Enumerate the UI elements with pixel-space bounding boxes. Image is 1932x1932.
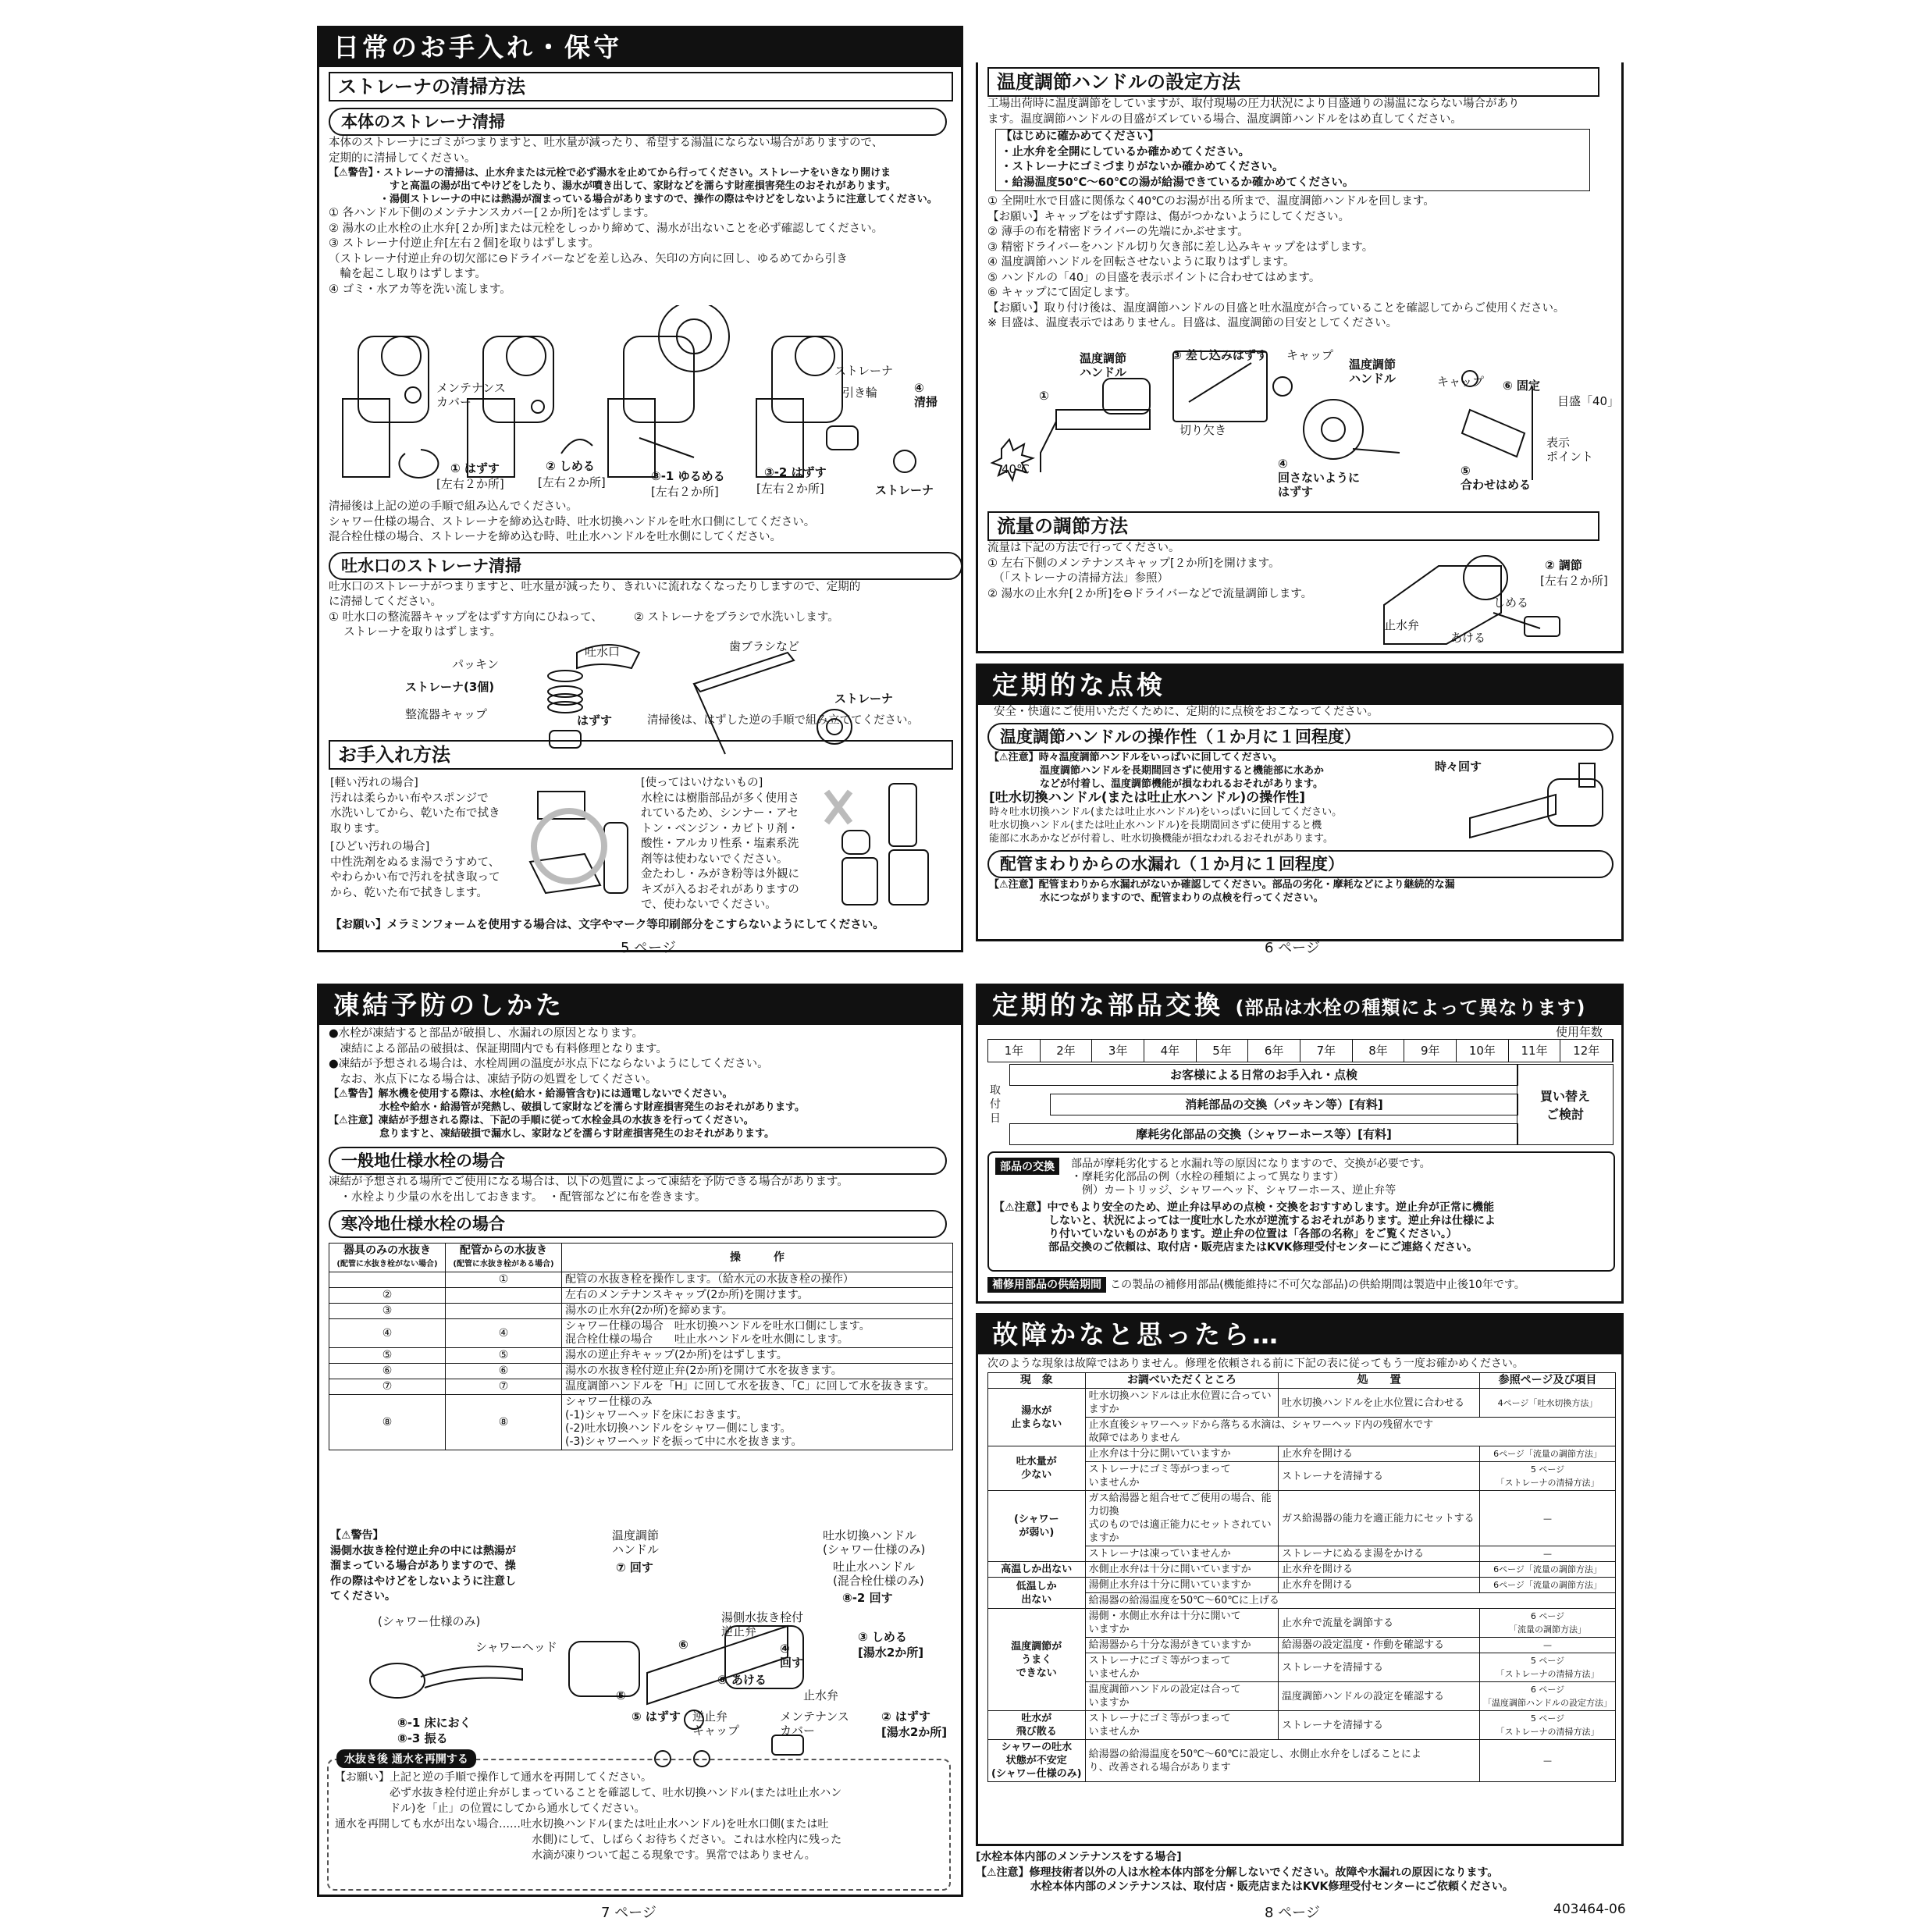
- freeze-cell-pipe: [446, 1288, 562, 1304]
- temp-label-cap: キャップ: [1286, 348, 1334, 362]
- faucet-step4-icon: [756, 336, 916, 477]
- trouble-check: 給湯器から十分な湯がきていますか: [1085, 1638, 1278, 1653]
- freeze-cell-operation: 湯水の止水弁(2か所)を締めます。: [562, 1304, 953, 1319]
- trouble-row: [988, 1740, 1616, 1782]
- year-cell: 12年: [1560, 1040, 1613, 1062]
- maint-note: 【⚠注意】修理技術者以外の人は水栓本体内部を分解しないでください。故障や水漏れの原因になります。 水栓本体内部のメンテナンスは、取付店・販売店またはKVK修理受付センターにご依頼ください。: [976, 1866, 1514, 1893]
- care-request: 【お願い】メラミンフォームを使用する場合は、文字やマーク等印刷部分をこすらないようにしてください。: [330, 919, 884, 931]
- row-wear-parts: 摩耗劣化部品の交換（シャワーホース等）[有料]: [1009, 1123, 1518, 1145]
- strainer-title: ストレーナの清掃方法: [329, 72, 953, 101]
- freeze-table-row: [329, 1348, 953, 1364]
- spout-strainer-title: 吐水口のストレーナ清掃: [329, 552, 962, 580]
- drain-label-both-2: [湯水2か所]: [881, 1725, 948, 1739]
- freeze-cell-fixture: [329, 1272, 446, 1288]
- fig-label-both-sides-1: [左右２か所]: [436, 477, 504, 491]
- parts-note: 【⚠注意】中でもより安全のため、逆止弁は早めの点検・交換をおすすめします。逆止弁が正常に機能 しないと、状況によっては一度吐水した水が逆流するおそれがあります。逆止弁は仕様によ り付いていないものがあります。逆止弁の位置は「各部の名称」をご覧ください。） 部品交換のご依頼は、取付店・販売店またはKVK修理受付センターにご連絡ください。: [994, 1201, 1496, 1254]
- trouble-row: [988, 1562, 1616, 1578]
- drain-label-turn: ⑦ 回す: [616, 1560, 653, 1574]
- drain-label-6: ⑥: [678, 1638, 688, 1652]
- temp-check-list: 【はじめに確かめてください】 ・止水弁を全開にしているか確かめてください。 ・ストレーナにゴミづまりがないか確かめてください。 ・給湯温度50℃～60℃の湯が給湯できているか確かめてください。: [1001, 130, 1354, 189]
- spout-step-2: ② ストレーナをブラシで水洗いします。: [633, 610, 839, 624]
- page-6-top: [976, 62, 1624, 653]
- page-5: [317, 26, 963, 952]
- temp-label-40c: 40℃: [1002, 462, 1030, 476]
- freeze-table-row: [329, 1364, 953, 1379]
- trouble-ref: —: [1480, 1546, 1616, 1562]
- fig-label-maintenance-cover: メンテナンス カバー: [436, 381, 506, 409]
- spout-label-remove: はずす: [577, 713, 613, 728]
- trouble-check: ストレーナにゴミ等がつまって いませんか: [1085, 1653, 1278, 1682]
- year-cell: 6年: [1248, 1040, 1300, 1062]
- leak-note: 【⚠注意】配管まわりから水漏れがないか確認してください。部品の劣化・摩耗などにより継続的な漏 水につながりますので、配管まわりの点検を行ってください。: [989, 879, 1455, 904]
- detergent-icon: [604, 823, 628, 893]
- fig-label-remove-2: ③-2 はずす: [764, 465, 827, 479]
- freeze-cell-operation: シャワー仕様のみ (-1)シャワーヘッドを床におきます。 (-2)吐水切換ハンドルをシャワー側にします。 (-3)シャワーヘッドを振って中に水を抜きます。: [562, 1395, 953, 1450]
- fig-label-both-sides-3: [左右２か所]: [651, 485, 719, 499]
- fig-label-pull-ring: 引き輪: [842, 386, 878, 400]
- drain-label-valve-cap: 逆止弁 キャップ: [692, 1710, 740, 1738]
- freeze-table-row: [329, 1304, 953, 1319]
- trouble-check: ストレーナにゴミ等がつまって いませんか: [1085, 1462, 1278, 1491]
- freeze-cell-operation: 左右のメンテナンスキャップ(2か所)を開けます。: [562, 1288, 953, 1304]
- mold-remover-icon: [889, 850, 928, 905]
- page-6-inspection: [976, 664, 1624, 941]
- page-8-number: 8 ページ: [1265, 1905, 1320, 1921]
- freeze-cell-fixture: ②: [329, 1288, 446, 1304]
- freeze-cell-pipe: ⑦: [446, 1379, 562, 1395]
- temp-label-scale-40: 目盛「40」: [1557, 394, 1620, 408]
- drain-label-switch-handle: 吐水切換ハンドル (シャワー仕様のみ): [823, 1528, 926, 1557]
- supply-period: [987, 1276, 1612, 1297]
- year-cell: 2年: [1041, 1040, 1093, 1062]
- page-7-number: 7 ページ: [601, 1905, 656, 1921]
- trouble-ref: 6ページ「流量の調節方法」: [1480, 1562, 1616, 1578]
- page-5-number: 5 ページ: [621, 940, 676, 956]
- freeze-cell-fixture: ④: [329, 1319, 446, 1348]
- trouble-symptom: (シャワー が弱い): [988, 1491, 1086, 1562]
- trouble-row: [988, 1446, 1616, 1462]
- care-light-dirt: [軽い汚れの場合] 汚れは柔らかい布やスポンジで 水洗いしてから、乾いた布で拭き 取ります。: [330, 777, 500, 835]
- trouble-row: [988, 1491, 1616, 1546]
- trouble-fix: 給湯器の設定温度・作動を確認する: [1279, 1638, 1480, 1653]
- row-consumable: 消耗部品の交換（パッキン等）[有料]: [1050, 1094, 1518, 1115]
- temp-label-align: ⑤ 合わせはめる: [1461, 464, 1532, 492]
- faucet-step1-icon: [343, 336, 429, 477]
- care-heavy-dirt: [ひどい汚れの場合] 中性洗剤をぬるま湯でうすめて、 やわらかい布で汚れを拭き取って から、乾いた布で拭きします。: [330, 841, 500, 899]
- temp-label-handle: 温度調節 ハンドル: [1080, 351, 1127, 379]
- general-title: 一般地仕様水栓の場合: [329, 1147, 947, 1175]
- handle-operability-title: 温度調節ハンドルの操作性（１か月に１回程度）: [987, 723, 1614, 751]
- freeze-cell-fixture: ⑤: [329, 1348, 446, 1364]
- trouble-ref: —: [1480, 1638, 1616, 1653]
- page-6-number: 6 ページ: [1265, 940, 1320, 956]
- trouble-symptom: 吐水が 飛び散る: [988, 1711, 1086, 1740]
- drain-label-shake: ⑧-3 振る: [397, 1731, 448, 1745]
- page-7: [317, 984, 963, 1897]
- year-cell: 10年: [1457, 1040, 1509, 1062]
- trouble-ref: 5 ページ 「ストレーナの清掃方法」: [1480, 1711, 1616, 1740]
- freeze-cell-fixture: ③: [329, 1304, 446, 1319]
- trouble-fix: ストレーナを清掃する: [1279, 1653, 1480, 1682]
- freeze-cell-operation: シャワー仕様の場合 吐水切換ハンドルを吐水口側にします。 混合栓仕様の場合 吐止水ハンドルを吐水側にします。: [562, 1319, 953, 1348]
- thinner-icon: [842, 858, 877, 905]
- trouble-check: 止水直後シャワーヘッドから落ちる水滴は、シャワーヘッド内の残留水です 故障ではありません: [1085, 1418, 1615, 1446]
- year-cell: 8年: [1353, 1040, 1405, 1062]
- trouble-ref: 6 ページ 「温度調節ハンドルの設定方法」: [1480, 1682, 1616, 1711]
- parts-tag: 部品の交換: [995, 1158, 1059, 1175]
- fig-label-strainer-2: ストレーナ: [875, 483, 934, 497]
- spout-label-spout: 吐水口: [585, 645, 621, 659]
- freeze-cell-operation: 配管の水抜き栓を操作します。（給水元の水抜き栓の操作）: [562, 1272, 953, 1288]
- temp-label-cap-2: キャップ: [1437, 375, 1485, 389]
- drain-label-4: ④ 回す: [780, 1642, 804, 1670]
- flow-label-adjust: ② 調節: [1545, 558, 1582, 572]
- strainer-after-text: 清掃後は上記の逆の手順で組み込んでください。 シャワー仕様の場合、ストレーナを締め込む時、吐水切換ハンドルを吐水口側にしてください。 混合栓仕様の場合、ストレーナを締め込む時、吐止水ハンドルを吐水側にしてください。: [329, 500, 816, 543]
- sometimes-turn-label: 時々回す: [1435, 760, 1482, 774]
- trouble-check: 給湯器の給湯温度を50℃～60℃に設定し、水側止水弁をしぼることによ り、改善される場合があります: [1085, 1740, 1479, 1782]
- year-cell: 11年: [1509, 1040, 1561, 1062]
- supply-text: この製品の補修用部品(機能維持に不可欠な部品)の供給期間は製造中止後10年です。: [1110, 1279, 1525, 1291]
- drain-label-open: ⑥ あける: [717, 1673, 767, 1687]
- trouble-symptom: 低温しか 出ない: [988, 1578, 1086, 1609]
- freeze-cell-pipe: ⑧: [446, 1395, 562, 1450]
- freeze-cell-fixture: ⑥: [329, 1364, 446, 1379]
- spout-label-packing: パッキン: [452, 657, 499, 671]
- temp-label-fix: ⑥ 固定: [1503, 379, 1540, 393]
- body-strainer-title: 本体のストレーナ清掃: [329, 108, 947, 136]
- care-title: お手入れ方法: [329, 740, 953, 770]
- cap-icon: [1273, 377, 1292, 396]
- trouble-check: 給湯器の給湯温度を50℃～60℃に上げる: [1085, 1593, 1615, 1609]
- trouble-fix: 温度調節ハンドルの設定を確認する: [1279, 1682, 1480, 1711]
- flow-title: 流量の調節方法: [987, 511, 1599, 541]
- fig-label-clean: ④ 清掃: [914, 381, 938, 409]
- drain-label-5: ⑤: [616, 1688, 626, 1703]
- steel-wool-icon: [842, 831, 870, 854]
- benzine-icon: [889, 784, 916, 846]
- trouble-fix: 止水弁を開ける: [1279, 1446, 1480, 1462]
- trouble-row: [988, 1578, 1616, 1593]
- drain-label-shower-head: シャワーヘッド: [475, 1640, 557, 1654]
- switch-operability-title: [吐水切換ハンドル(または吐止水ハンドル)の操作性]: [989, 789, 1306, 806]
- spout-label-cap: 整流器キャップ: [405, 707, 488, 721]
- year-cell: 7年: [1300, 1040, 1353, 1062]
- freeze-cell-fixture: ⑦: [329, 1379, 446, 1395]
- page-5-band: 日常のお手入れ・保守: [319, 28, 961, 67]
- trouble-col-fix: 処 置: [1279, 1373, 1480, 1389]
- faucet-step3-icon: [608, 305, 729, 477]
- trouble-col-ref: 参照ページ及び項目: [1480, 1373, 1616, 1389]
- temp-setting-text: 工場出荷時に温度調節をしていますが、取付現場の圧力状況により目盛通りの湯温にならない場合があり ます。温度調節ハンドルの目盛がズレている場合、温度調節ハンドルをはめ直してください。: [987, 98, 1520, 126]
- spout-label-strainer: ストレーナ: [834, 692, 894, 706]
- trouble-row: [988, 1609, 1616, 1638]
- parts-band-title: 定期的な部品交換: [992, 990, 1223, 1020]
- col-head-pipe: 配管からの水抜き: [460, 1244, 547, 1257]
- switch-operability-text: 時々吐水切換ハンドル(または吐止水ハンドル)をいっぱいに回してください。 吐水切換ハンドル(または吐止水ハンドル)を長期間回さずに使用すると機 能部に水あかなどが付着し、吐水切換機能が損なわれるおそれがあります。: [989, 806, 1343, 845]
- trouble-ref: 6 ページ 「流量の調節方法」: [1480, 1609, 1616, 1638]
- fig-label-tighten: ② しめる: [546, 459, 595, 473]
- replace-box: 買い替え ご検討: [1517, 1064, 1614, 1145]
- freeze-cell-pipe: ⑥: [446, 1364, 562, 1379]
- trouble-ref: 6ページ「流量の調節方法」: [1480, 1446, 1616, 1462]
- trouble-ref: —: [1480, 1740, 1616, 1782]
- freeze-band: 凍結予防のしかた: [319, 986, 961, 1025]
- temp-label-handle-2: 温度調節 ハンドル: [1349, 358, 1397, 386]
- parts-band: [978, 986, 1621, 1025]
- shower-head-icon: [370, 1663, 522, 1698]
- freeze-table: [329, 1243, 953, 1450]
- temp-label-notch: 切り欠き: [1179, 423, 1227, 437]
- drain-label-floor: ⑧-1 床におく: [397, 1716, 471, 1730]
- trouble-symptom: シャワーの吐水 状態が不安定 (シャワー仕様のみ): [988, 1740, 1086, 1782]
- restart-text: 【お願い】上記と逆の手順で操作して通水を再開してください。 必ず水抜き栓付逆止弁がしまっていることを確認して、吐水切換ハンドル(または吐止水ハン ドル)を「止」の位置にしてから通水してください。 通水を再開しても水が出ない場合……吐水切換ハンドル(または吐止水ハンドル)を吐水口側(または吐 水側)にして、しばらくお待ちください。これは水栓内に残った 水滴が凍りついて起こる現象です。異常ではありません。: [335, 1771, 842, 1862]
- install-date-label: 取 付 日: [990, 1084, 1001, 1125]
- temp-label-insert-remove: ③ 差し込みはずす: [1172, 348, 1268, 362]
- freeze-cell-pipe: ①: [446, 1272, 562, 1288]
- trouble-fix: 吐水切換ハンドルを止水位置に合わせる: [1279, 1389, 1480, 1418]
- freeze-cell-fixture: ⑧: [329, 1395, 446, 1450]
- trouble-check: 水側止水弁は十分に開いていますか: [1085, 1562, 1278, 1578]
- freeze-cell-pipe: ⑤: [446, 1348, 562, 1364]
- drain-label-stop-valve: 止水弁: [803, 1688, 839, 1703]
- trouble-symptom: 吐水量が 少ない: [988, 1446, 1086, 1491]
- temp-label-step1: ①: [1039, 389, 1049, 403]
- trouble-ref: 5 ページ 「ストレーナの清掃方法」: [1480, 1462, 1616, 1491]
- freeze-cell-pipe: ④: [446, 1319, 562, 1348]
- trouble-check: ストレーナにゴミ等がつまって いませんか: [1085, 1711, 1278, 1740]
- fig-label-remove: ① はずす: [450, 461, 500, 475]
- spout-label-toothbrush: 歯ブラシなど: [729, 639, 800, 653]
- col-head-fixture-sub: (配管に水抜き栓がない場合): [336, 1260, 438, 1268]
- trouble-row: [988, 1711, 1616, 1740]
- page-8-trouble: [976, 1313, 1624, 1846]
- trouble-ref: 4ページ「吐水切換方法」: [1480, 1389, 1616, 1418]
- freeze-warning-2: 【⚠警告】 湯側水抜き栓付逆止弁の中には熱湯が 溜まっている場合がありますので、操 作の際はやけどをしないように注意し てください。: [330, 1529, 516, 1603]
- drain-label-stop-handle: 吐止水ハンドル (混合栓仕様のみ): [833, 1560, 924, 1588]
- supply-tag: 補修用部品の供給期間: [987, 1277, 1106, 1293]
- drain-label-remove: ⑤ はずす: [632, 1710, 681, 1724]
- trouble-symptom: 温度調節が うまく できない: [988, 1609, 1086, 1711]
- year-cell: 3年: [1092, 1040, 1144, 1062]
- handle-icon: [1304, 400, 1363, 459]
- spout-label-strainers: ストレーナ(3個): [405, 680, 495, 694]
- maint-title: [水栓本体内部のメンテナンスをする場合]: [976, 1851, 1182, 1863]
- freeze-warning: 【⚠警告】解氷機を使用する際は、水栓(給水・給湯管含む)には通電しないでください。 水栓や給水・給湯管が発熱し、破損して家財などを濡らす財産損害発生のおそれがあります。 【⚠注意】凍結が予想される際は、下記の手順に従って水栓金具の水抜きを行ってください。 怠りますと、凍結破損で漏水し、家財などを濡らす財産損害発生のおそれがあります。: [329, 1088, 805, 1140]
- spout-after-text: 清掃後は、はずした逆の手順で組み立ててください。: [647, 714, 919, 727]
- trouble-ref: —: [1480, 1491, 1616, 1546]
- trouble-col-symptom: 現 象: [988, 1373, 1086, 1389]
- freeze-cell-pipe: [446, 1304, 562, 1319]
- parts-band-sub: (部品は水栓の種類によって異なります): [1235, 997, 1586, 1019]
- trouble-check: ガス給湯器と組合せてご使用の場合、能力切換 式のものでは適正能力にセットされていますか: [1085, 1491, 1278, 1546]
- maintenance-cover-icon: [772, 1735, 803, 1755]
- drain-label-both: [湯水2か所]: [858, 1646, 924, 1660]
- trouble-check: 湯側止水弁は十分に開いていますか: [1085, 1578, 1278, 1593]
- body-strainer-text: 本体のストレーナにゴミがつまりますと、吐水量が減ったり、希望する湯温にならない場合がありますので、 定期的に清掃してください。: [329, 137, 884, 165]
- inspection-text: 安全・快適にご使用いただくために、定期的に点検をおこなってください。: [994, 706, 1379, 718]
- freeze-cell-operation: 湯水の逆止弁キャップ(2か所)をはずします。: [562, 1348, 953, 1364]
- trouble-check: 止水弁は十分に開いていますか: [1085, 1446, 1278, 1462]
- trouble-fix: 止水弁で流量を調節する: [1279, 1609, 1480, 1638]
- trouble-fix: 止水弁を開ける: [1279, 1562, 1480, 1578]
- spout-step-1: ① 吐水口の整流器キャップをはずす方向にひねって、 ストレーナを取りはずします。: [329, 610, 603, 639]
- trouble-ref: 6ページ「流量の調節方法」: [1480, 1578, 1616, 1593]
- drain-label-check-valve: 湯側水抜き栓付 逆止弁: [721, 1610, 804, 1638]
- handle-operability-note: 【⚠注意】時々温度調節ハンドルをいっぱいに回してください。 温度調節ハンドルを長期間回さずに使用すると機能部に水あか などが付着し、温度調節機能が損なわれるおそれがあります。: [989, 751, 1325, 790]
- trouble-fix: 止水弁を開ける: [1279, 1578, 1480, 1593]
- freeze-cell-operation: 温度調節ハンドルを「H」に回して水を抜き、「C」に回して水を抜きます。: [562, 1379, 953, 1395]
- drain-label-temp-handle: 温度調節 ハンドル: [612, 1528, 660, 1557]
- trouble-check: ストレーナは凍っていませんか: [1085, 1546, 1278, 1562]
- drain-label-maint-cover: メンテナンス カバー: [780, 1710, 849, 1738]
- trouble-band: 故障かなと思ったら…: [978, 1315, 1621, 1354]
- freeze-table-row: [329, 1288, 953, 1304]
- trouble-fix: ストレーナを清掃する: [1279, 1462, 1480, 1491]
- body-strainer-steps: ① 各ハンドル下側のメンテナンスカバー[２か所]をはずします。 ② 湯水の止水栓の止水弁[２か所]または元栓をしっかり締めて、湯水が出ないことを必ず確認してください。 ③ ストレーナ付逆止弁[左右２個]を取りはずします。 （ストレーナ付逆止弁の切欠部に⊖ドライバーなどを差し込み、矢印の方向に回し、ゆるめてから引き 輪を起こし取りはずします。 ④ ゴミ・水アカ等を洗い流します。: [329, 207, 884, 296]
- trouble-table: [987, 1372, 1616, 1782]
- col-head-operation: 操 作: [562, 1244, 953, 1272]
- drain-label-close: ③ しめる: [858, 1630, 907, 1644]
- year-cell: 1年: [988, 1040, 1041, 1062]
- inspection-band: 定期的な点検: [978, 666, 1621, 705]
- trouble-symptom: 湯水が 止まらない: [988, 1389, 1086, 1446]
- general-text: 凍結が予想される場所でご使用になる場合は、以下の処置によって凍結を予防できる場合があります。 ・水栓より少量の水を出しておきます。 ・配管部などに布を巻きます。: [329, 1176, 849, 1204]
- trouble-fix: ストレーナにぬるま湯をかける: [1279, 1546, 1480, 1562]
- flow-label-valve: 止水弁: [1384, 618, 1420, 632]
- flow-label-both: [左右２か所]: [1540, 574, 1608, 588]
- fig-label-both-sides-2: [左右２か所]: [538, 475, 606, 489]
- trouble-check: 温度調節ハンドルの設定は合って いますか: [1085, 1682, 1278, 1711]
- row-daily-care: お客様による日常のお手入れ・点検: [1009, 1064, 1518, 1086]
- cold-title: 寒冷地仕様水栓の場合: [329, 1210, 947, 1238]
- freeze-table-row: [329, 1319, 953, 1348]
- freeze-table-row: [329, 1395, 953, 1450]
- page-8-parts: [976, 984, 1624, 1304]
- fig-label-loosen: ③-1 ゆるめる: [651, 469, 725, 483]
- spout-strainer-text: 吐水口のストレーナがつまりますと、吐水量が減ったり、きれいに流れなくなったりしますので、定期的 に清掃してください。: [329, 580, 861, 608]
- fig-label-strainer: ストレーナ: [834, 364, 894, 378]
- trouble-symptom: 高温しか出ない: [988, 1562, 1086, 1578]
- flow-text: 流量は下記の方法で行ってください。 ① 左右下側のメンテナンスキャップ[２か所]を開けます。 （「ストレーナの清掃方法」参照） ② 湯水の止水弁[２か所]を⊖ドライバーなどで流量調節します。: [987, 542, 1313, 600]
- trouble-fix: ストレーナを清掃する: [1279, 1711, 1480, 1740]
- freeze-table-row: [329, 1272, 953, 1288]
- inspection-faucet-illustration: [1462, 756, 1618, 865]
- trouble-row: [988, 1389, 1616, 1418]
- parts-text: 部品が摩耗劣化すると水漏れ等の原因になりますので、交換が必要です。 ・摩耗劣化部品の例（水栓の種類によって異なります） 例）カートリッジ、シャワーヘッド、シャワーホース、逆止弁等: [1071, 1158, 1431, 1197]
- trouble-check: 吐水切換ハンドルは止水位置に合っていますか: [1085, 1389, 1278, 1418]
- freeze-table-row: [329, 1379, 953, 1395]
- flow-label-open: あける: [1450, 631, 1486, 645]
- col-head-pipe-sub: (配管に水抜き栓がある場合): [453, 1260, 554, 1268]
- document-id: 403464-06: [1553, 1902, 1626, 1917]
- col-head-fixture: 器具のみの水抜き: [343, 1244, 431, 1257]
- restart-box: [327, 1753, 951, 1891]
- freeze-intro: ●水栓が凍結すると部品が破損し、水漏れの原因となります。 凍結による部品の破損は、保証期間内でも有料修理となります。 ●凍結が予想される場合は、水栓周囲の温度が氷点下にならないようにしてください。 なお、氷点下になる場合は、凍結予防の処置をしてください。: [329, 1027, 769, 1086]
- year-cell: 4年: [1144, 1040, 1197, 1062]
- fig-label-both-sides-4: [左右２か所]: [756, 482, 824, 496]
- trouble-check: 湯側・水側止水弁は十分に開いて いますか: [1085, 1609, 1278, 1638]
- body-strainer-warning: 【⚠警告】・ストレーナの清掃は、止水弁または元栓で必ず湯水を止めてから行ってください。ストレーナをいきなり開けま すと高温の湯が出てやけどをしたり、湯水が噴き出して、家財などを濡らす財産損害発生のおそれがあります。 ・湯側ストレーナの中には熱湯が溜まっている場合がありますので、操作の際はやけどをしないように注意してください。: [329, 167, 938, 205]
- care-dont-use: [使ってはいけないもの] 水栓には樹脂部品が多く使用さ れているため、シンナー・アセ トン・ベンジン・カビトリ剤・ 酸性・アルカリ性系・塩素系洗 剤等は使わないでください。 金たわし・みがき粉等は外観に キズが入るおそれがありますの で、使わないでください。: [641, 777, 799, 911]
- trouble-fix: ガス給湯器の能力を適正能力にセットする: [1279, 1491, 1480, 1546]
- flow-label-close: しめる: [1493, 596, 1529, 610]
- temp-label-step4: ④ 回さないように はずす: [1278, 457, 1361, 499]
- trouble-ref: 5 ページ 「ストレーナの清掃方法」: [1480, 1653, 1616, 1682]
- freeze-cell-operation: 湯水の水抜き栓付逆止弁(2か所)を開けて水を抜きます。: [562, 1364, 953, 1379]
- years-row: [987, 1039, 1614, 1062]
- drain-label-turn-2: ⑧-2 回す: [842, 1591, 893, 1605]
- temp-setting-title: 温度調節ハンドルの設定方法: [987, 67, 1599, 97]
- drain-label-shower-only: (シャワー仕様のみ): [378, 1614, 481, 1628]
- restart-tag: 水抜き後 通水を再開する: [336, 1749, 476, 1768]
- year-cell: 5年: [1197, 1040, 1249, 1062]
- temp-label-indicator: 表示 ポイント: [1546, 436, 1594, 464]
- parts-notice-box: [987, 1151, 1615, 1272]
- drain-label-remove-2: ② はずす: [881, 1710, 930, 1724]
- trouble-intro: 次のような現象は故障ではありません。修理を依頼される前に下記の表に従ってもう一度お確かめください。: [987, 1357, 1524, 1370]
- year-cell: 9年: [1404, 1040, 1457, 1062]
- years-label: 使用年数: [1556, 1025, 1603, 1039]
- leak-title: 配管まわりからの水漏れ（１か月に１回程度）: [987, 850, 1614, 878]
- trouble-col-check: お調べいただくところ: [1085, 1373, 1278, 1389]
- faucet-temp-icon: [1041, 379, 1150, 472]
- temp-setting-steps: ① 全開吐水で目盛に関係なく40℃のお湯が出る所まで、温度調節ハンドルを回します。 【お願い】キャップをはずす際は、傷がつかないようにしてください。 ② 薄手の布を精密ドライバーの先端にかぶせます。 ③ 精密ドライバーをハンドル切り欠き部に差し込みキャップをはずします。 ④ 温度調節ハンドルを回転させないように取りはずします。 ⑤ ハンドルの「40」の目盛を表示ポイントに合わせてはめます。 ⑥ キャップにて固定します。 【お願い】取り付け後は、温度調節ハンドルの目盛と吐水温度が合っていることを確認してからご使用ください。 ※ 目盛は、温度表示ではありません。目盛は、温度調節の目安としてください。: [987, 195, 1565, 329]
